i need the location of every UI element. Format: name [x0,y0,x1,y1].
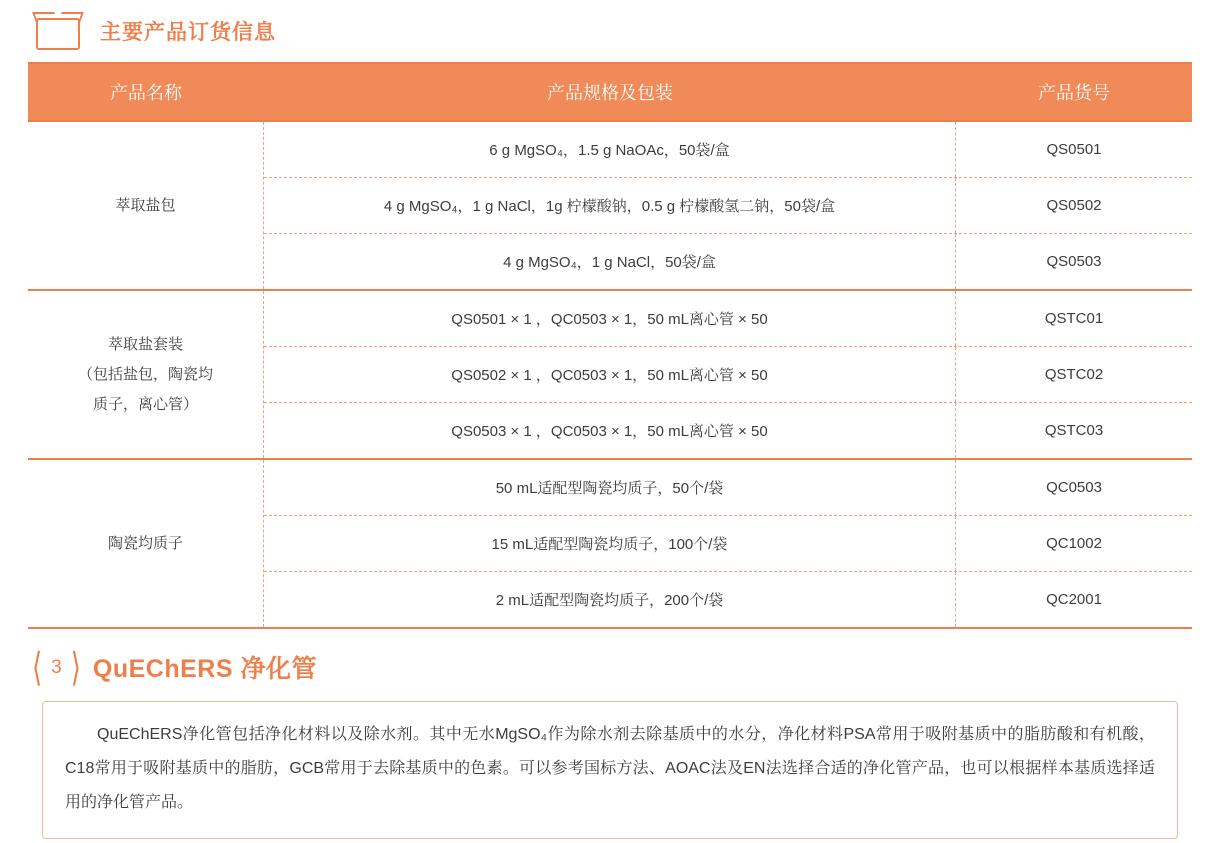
group-name [28,291,264,458]
table-row [264,516,1192,572]
cell-code: QC1002 [1046,535,1102,552]
table-row [264,122,1192,178]
cell-spec: 15 mL适配型陶瓷均质子，100个/袋 [264,516,956,571]
cell-code: QC0503 [1046,479,1102,496]
group-name-line: 萃取盐套装 [107,335,183,353]
cell-spec: QS0501 × 1 ，QC0503 × 1，50 mL离心管 × 50 [264,291,956,346]
section-header [28,0,1192,62]
column-header-spec: 产品规格及包装 [547,83,673,103]
chapter-paragraph: QuEChERS净化管包括净化材料以及除水剂。其中无水MgSO₄作为除水剂去除基质中的水分，净化材料PSA常用于吸附基质中的脂肪酸和有机酸，C18常用于吸附基质中的脂肪，GCB常用于去除基质中的色素。可以参考国标方法、AOAC法及EN法选择合适的净化管产品，也可以根据样本基质选择适用的净化管产品。 [65,726,1155,811]
table-row [264,178,1192,234]
table-row [264,291,1192,347]
box-icon [32,10,86,52]
group-name-line: 质子，离心管） [92,395,198,413]
cell-spec: 6 g MgSO₄，1.5 g NaOAc，50袋/盒 [264,122,956,177]
chapter-title: QuEChERS 净化管 [92,655,317,683]
ordering-info-table [28,62,1192,629]
table-row [264,234,1192,289]
column-header-name: 产品名称 [110,83,182,103]
group-name-line: （包括盐包，陶瓷均 [77,365,213,383]
cell-code: QS0503 [1046,253,1102,270]
cell-code: QSTC01 [1044,310,1104,327]
cell-code: QS0501 [1046,141,1102,158]
cell-spec: QS0503 × 1 ，QC0503 × 1，50 mL离心管 × 50 [264,403,956,458]
cell-spec: 4 g MgSO₄，1 g NaCl，50袋/盒 [264,234,956,289]
column-header-code: 产品货号 [1038,83,1110,103]
table-row [264,572,1192,627]
chapter-heading [28,637,1192,697]
table-group [28,289,1192,458]
cell-code: QS0502 [1046,197,1102,214]
chapter-number-badge [32,644,81,690]
cell-spec: 4 g MgSO₄，1 g NaCl，1g 柠檬酸钠，0.5 g 柠檬酸氢二钠，50袋/盒 [264,178,956,233]
chapter-number: 3 [51,656,62,678]
cell-code: QC2001 [1046,591,1102,608]
table-header-row [28,64,1192,120]
table-row [264,347,1192,403]
angle-right-icon: ⟩ [70,644,81,690]
table-row [264,460,1192,516]
group-name: 陶瓷均质子 [28,460,264,627]
chapter-description-box [42,701,1178,839]
group-name: 萃取盐包 [28,122,264,289]
section-title: 主要产品订货信息 [100,21,276,44]
cell-code: QSTC02 [1044,366,1104,383]
table-group [28,120,1192,289]
cell-spec: 50 mL适配型陶瓷均质子，50个/袋 [264,460,956,515]
cell-spec: 2 mL适配型陶瓷均质子，200个/袋 [264,572,956,627]
table-group [28,458,1192,627]
cell-code: QSTC03 [1044,422,1104,439]
cell-spec: QS0502 × 1 ，QC0503 × 1，50 mL离心管 × 50 [264,347,956,402]
table-row [264,403,1192,458]
angle-left-icon: ⟨ [32,644,43,690]
